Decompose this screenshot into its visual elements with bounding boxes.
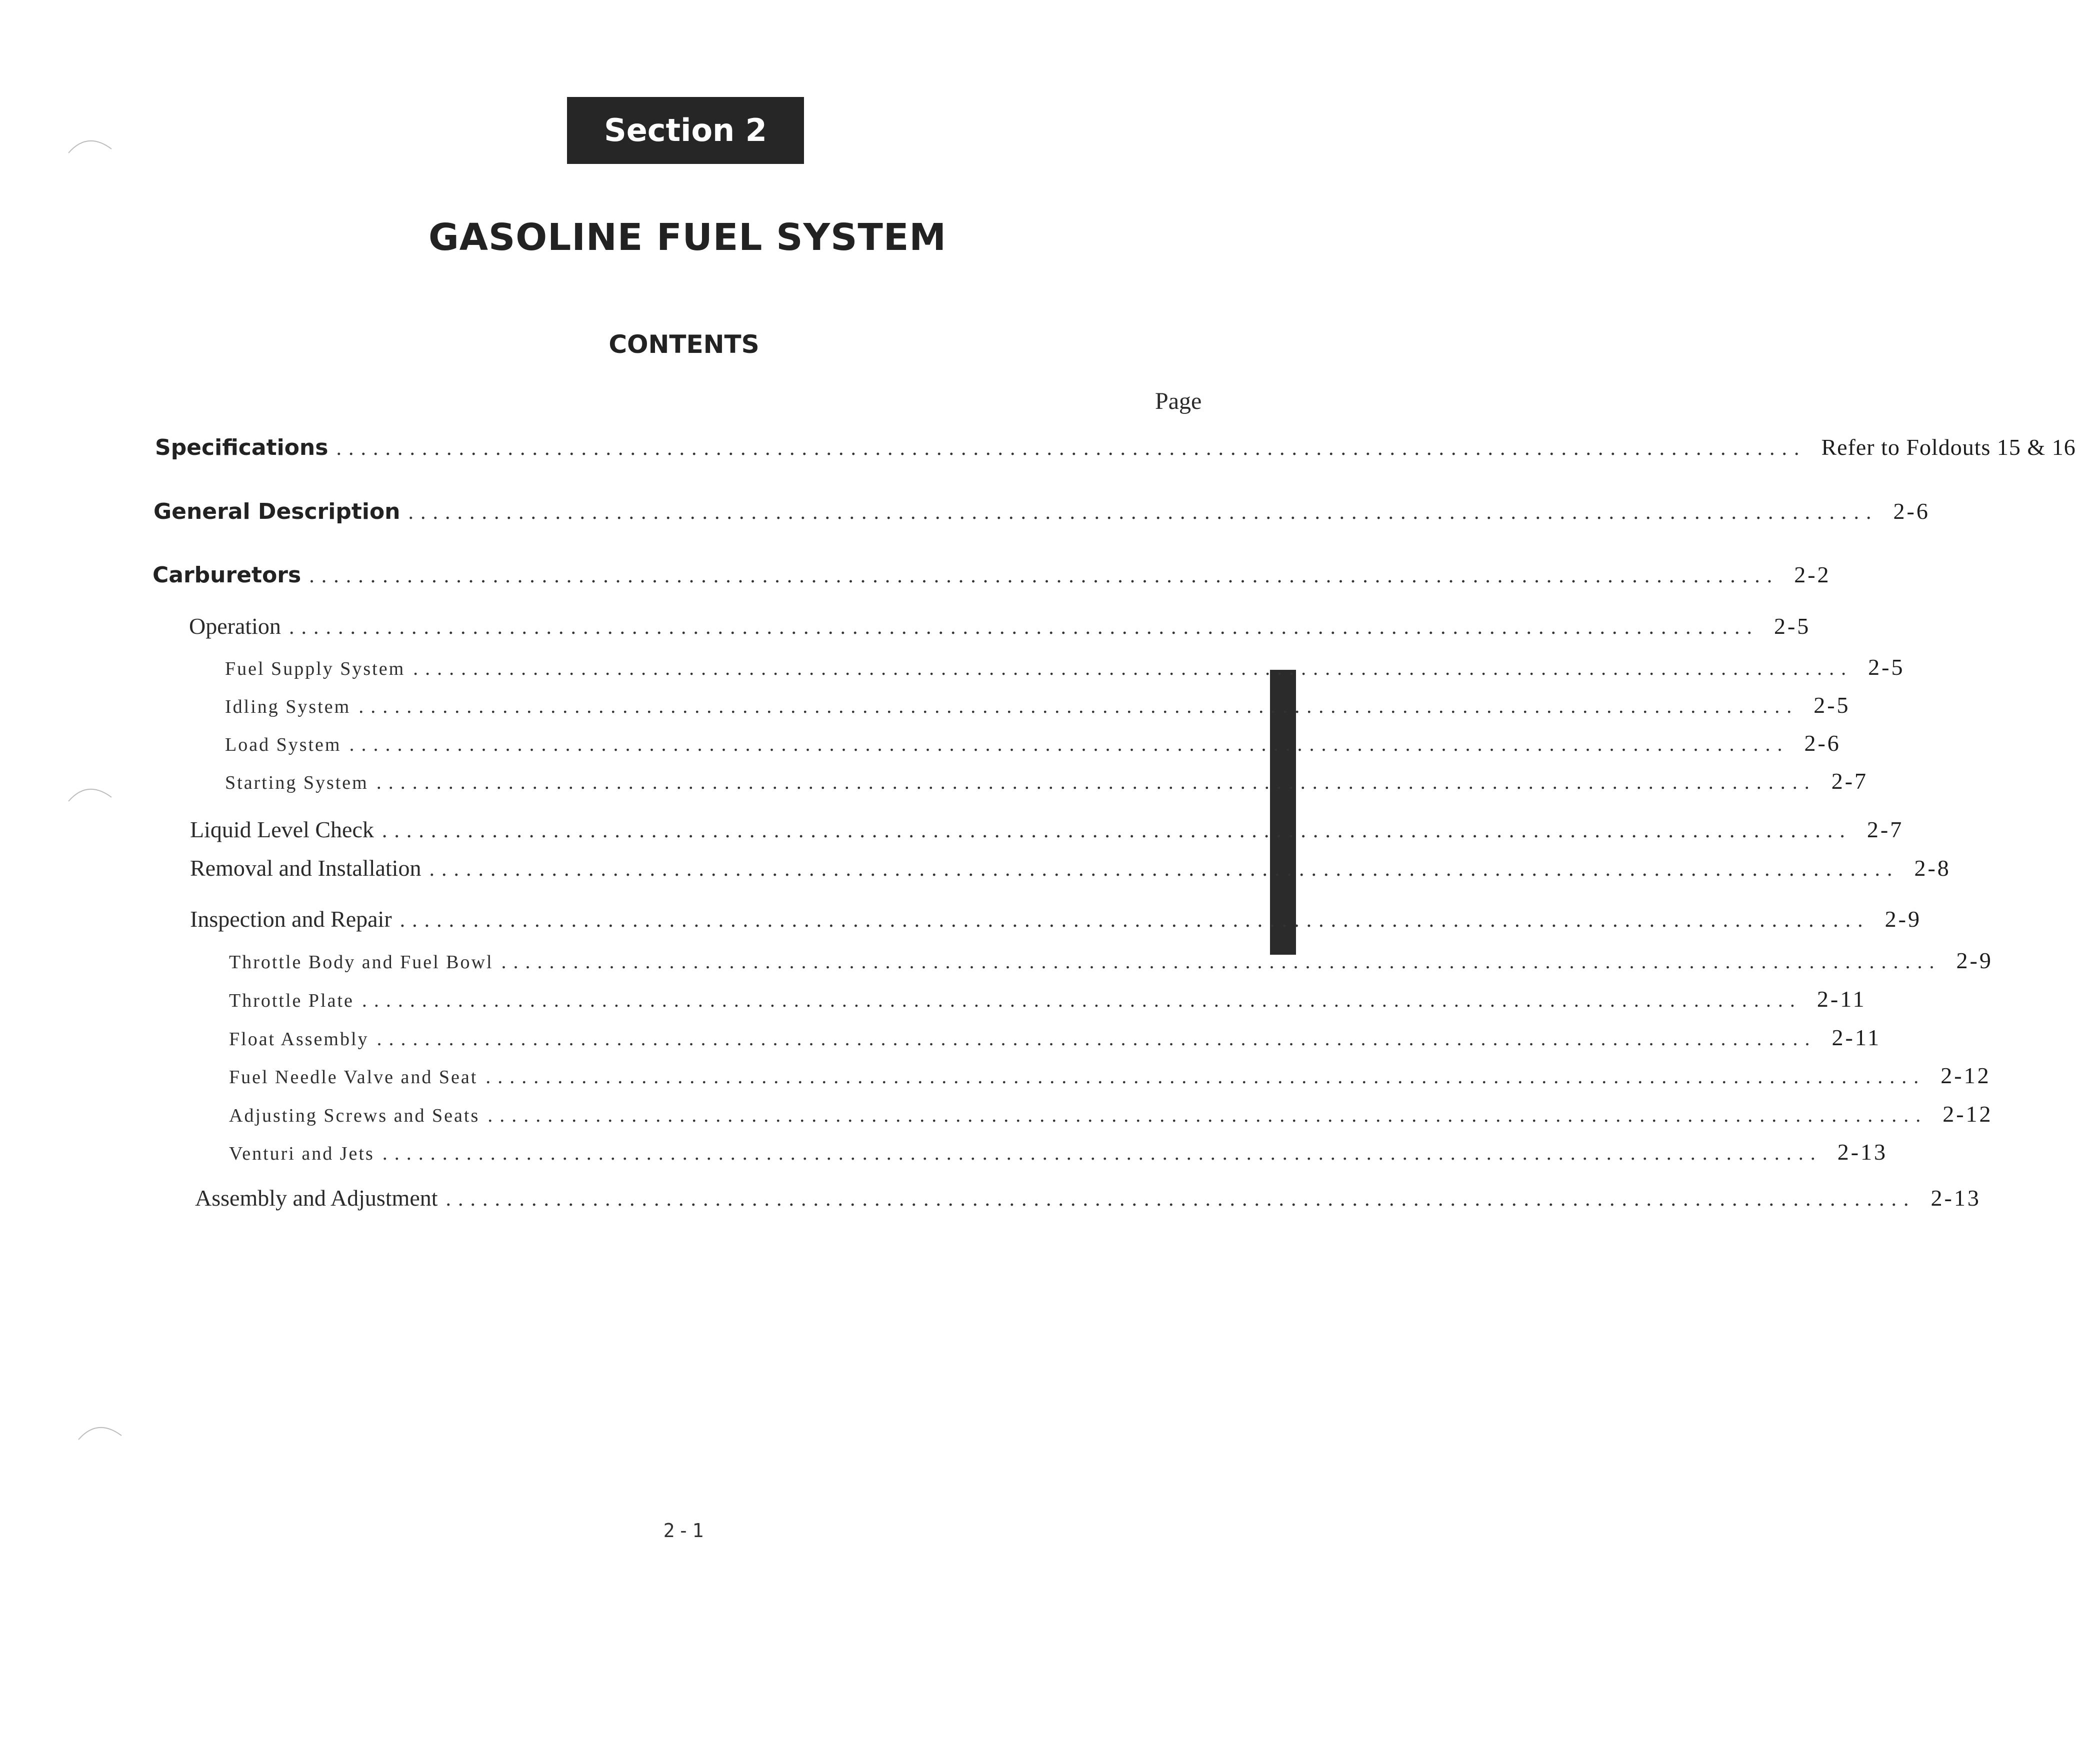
- page-title: GASOLINE FUEL SYSTEM: [428, 216, 947, 259]
- toc-leader-dots: ........................................................................................................................: [376, 771, 1816, 793]
- toc-entry-title: Fuel Supply System: [225, 658, 406, 679]
- toc-entry-title: Adjusting Screws and Seats: [229, 1105, 480, 1126]
- toc-entry: [229, 947, 1993, 974]
- toc-leader-dots: ........................................................................................................................: [382, 819, 1852, 842]
- toc-entry-page: 2-11: [1816, 986, 1866, 1012]
- toc-leader-dots: ........................................................................................................................: [488, 1104, 1928, 1126]
- toc-entry-page: 2-2: [1794, 562, 1831, 587]
- toc-entry-page: 2-7: [1831, 768, 1868, 794]
- section-label: Section 2: [567, 97, 804, 164]
- toc-entry-page: Refer to Foldouts 15 & 16: [1821, 434, 2076, 460]
- toc-entry-page: 2-5: [1868, 654, 1905, 680]
- toc-entry: [190, 816, 1904, 843]
- toc-entry-title: Throttle Body and Fuel Bowl: [229, 952, 494, 973]
- toc-leader-dots: ........................................................................................................................: [349, 733, 1790, 755]
- toc-entry-title: Liquid Level Check: [190, 817, 374, 842]
- toc-entry-page: 2-13: [1837, 1139, 1888, 1165]
- toc-leader-dots: ........................................................................................................................: [400, 909, 1870, 932]
- toc-leader-dots: ........................................................................................................................: [408, 501, 1878, 524]
- page-number: 2-1: [663, 1520, 707, 1542]
- toc-entry-title: Inspection and Repair: [190, 906, 392, 932]
- toc-entry: [155, 434, 2076, 460]
- toc-leader-dots: ........................................................................................................................: [501, 950, 1942, 973]
- contents-heading: CONTENTS: [608, 330, 760, 359]
- toc-entry-title: Float Assembly: [229, 1029, 369, 1050]
- toc-entry-page: 2-7: [1866, 817, 1904, 842]
- punch-hole-mark: [78, 1421, 122, 1441]
- toc-entry-title: General Description: [154, 499, 400, 524]
- toc-entry-page: 2-12: [1942, 1101, 1993, 1127]
- toc-leader-dots: ........................................................................................................................: [309, 564, 1780, 587]
- toc-leader-dots: ........................................................................................................................: [358, 695, 1799, 717]
- toc-entry-title: Idling System: [225, 696, 351, 717]
- toc-entry-page: 2-13: [1930, 1185, 1981, 1211]
- toc-entry-title: Throttle Plate: [229, 990, 354, 1011]
- toc-entry-page: 2-6: [1893, 498, 1930, 524]
- toc-entry: [225, 692, 1850, 718]
- toc-entry: [195, 1185, 1981, 1211]
- punch-hole-mark: [68, 134, 112, 154]
- toc-entry-title: Specifications: [155, 435, 328, 460]
- toc-entry-page: 2-12: [1940, 1063, 1991, 1088]
- toc-entry-title: Load System: [225, 734, 342, 755]
- toc-entry-page: 2-6: [1804, 730, 1841, 756]
- punch-hole-mark: [68, 782, 112, 802]
- toc-entry: [229, 1139, 1888, 1165]
- toc-leader-dots: ........................................................................................................................: [376, 1027, 1817, 1050]
- toc-entry-page: 2-9: [1884, 906, 1922, 932]
- toc-entry: [229, 1024, 1882, 1051]
- toc-entry: [154, 498, 1930, 524]
- toc-leader-dots: ........................................................................................................................: [382, 1142, 1822, 1164]
- toc-entry: [229, 1062, 1991, 1089]
- toc-entry: [190, 906, 1922, 932]
- toc-entry-page: 2-5: [1814, 692, 1850, 718]
- toc-entry-page: 2-5: [1774, 613, 1811, 639]
- toc-entry: [225, 654, 1905, 680]
- toc-entry-title: Fuel Needle Valve and Seat: [229, 1067, 478, 1088]
- toc-entry-title: Starting System: [225, 772, 368, 793]
- toc-entry-page: 2-8: [1914, 855, 1951, 881]
- toc-leader-dots: ........................................................................................................................: [288, 616, 1759, 639]
- page-column-header: Page: [1155, 388, 1202, 414]
- toc-leader-dots: ........................................................................................................................: [362, 989, 1802, 1011]
- toc-entry: [225, 768, 1868, 794]
- toc-leader-dots: ........................................................................................................................: [429, 858, 1900, 881]
- toc-entry-title: Assembly and Adjustment: [195, 1185, 438, 1211]
- toc-entry-page: 2-9: [1956, 948, 1993, 973]
- toc-leader-dots: ........................................................................................................................: [336, 437, 1806, 460]
- toc-leader-dots: ........................................................................................................................: [413, 657, 1854, 679]
- toc-entry-title: Venturi and Jets: [229, 1143, 374, 1164]
- toc-leader-dots: ........................................................................................................................: [446, 1188, 1916, 1211]
- toc-entry: [229, 1101, 1993, 1127]
- toc-entry: [225, 730, 1841, 756]
- toc-entry: [152, 561, 1831, 588]
- toc-leader-dots: ........................................................................................................................: [486, 1065, 1926, 1088]
- toc-entry: [229, 986, 1866, 1012]
- toc-entry: [190, 855, 1951, 881]
- toc-entry-title: Removal and Installation: [190, 855, 422, 881]
- toc-entry: [189, 613, 1811, 639]
- toc-entry-page: 2-11: [1832, 1025, 1882, 1050]
- toc-entry-title: Operation: [189, 613, 281, 639]
- toc-entry-title: Carburetors: [152, 562, 302, 588]
